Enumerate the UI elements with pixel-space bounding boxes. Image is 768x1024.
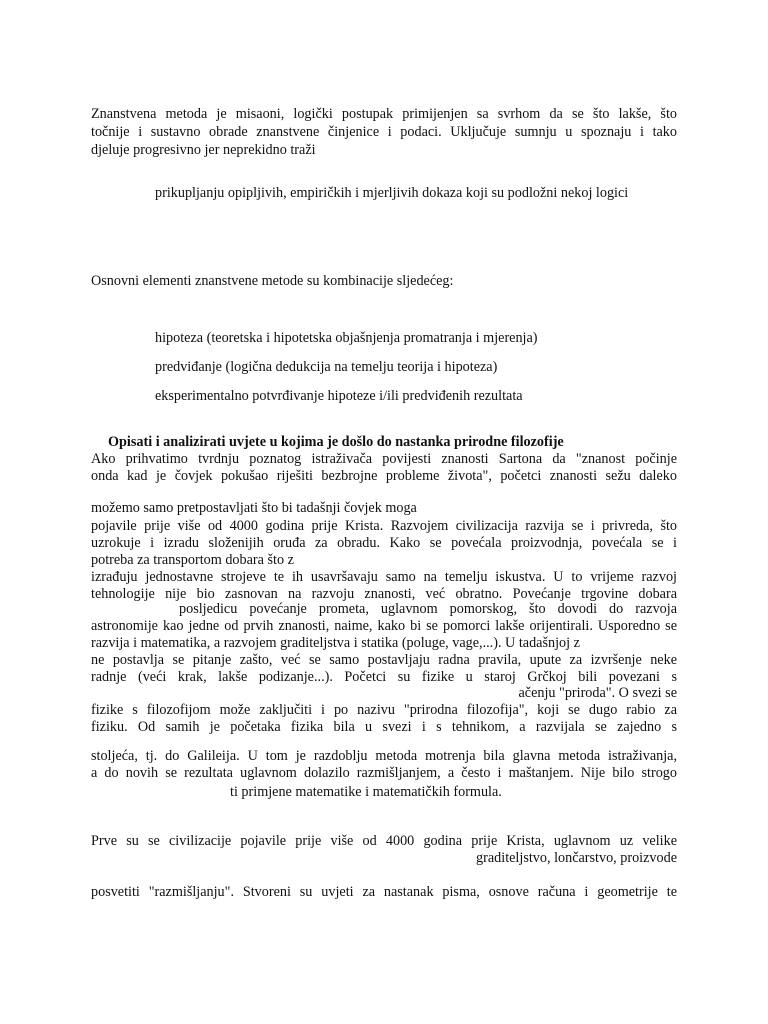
paragraph-line: djeluje progresivno jer neprekidno traži [91,142,316,158]
paragraph-line: radnje (veći krak, lakše podizanje...). Početci su fizike u staroj Grčkoj bili povezani s [91,669,677,685]
paragraph-line: razvija i matematika, a razvojem graditeljstva i statika (poluge, vage,...). U tadašnjoj z [91,635,580,651]
paragraph-line: izrađuju jednostavne strojeve te ih usavršavaju samo na temelju iskustva. U to vrijeme razvoj [91,569,677,585]
paragraph-line: Ako prihvatimo tvrdnju poznatog istraživača povijesti znanosti Sartona da "znanost počinje [91,451,677,467]
paragraph-line: a do novih se rezultata uglavnom dolazilo razmišljanjem, a često i maštanjem. Nije bilo strogo [91,765,677,781]
paragraph-line: tehnologije nije bio zasnovan na razvoju znanosti, već obratno. Povećanje trgovine dobara [91,586,677,602]
paragraph-line: uzrokuje i izradu složenijih oruđa za obradu. Kako se povećala proizvodnja, povećala se i [91,535,677,551]
paragraph-line: točnije i sustavno obrade znanstvene činjenice i podaci. Uključuje sumnju u spoznaju i tako [91,124,677,140]
paragraph-line: možemo samo pretpostavljati što bi tadašnji čovjek moga [91,500,417,516]
section-heading: Opisati i analizirati uvjete u kojima je došlo do nastanka prirodne filozofije [108,434,564,450]
paragraph-line: pojavile prije više od 4000 godina prije Krista. Razvojem civilizacija razvija se i privreda, što [91,518,677,534]
paragraph-line: Znanstvena metoda je misaoni, logički postupak primijenjen sa svrhom da se što lakše, što [91,106,677,122]
indented-line: prikupljanju opipljivih, empiričkih i mjerljivih dokaza koji su podložni nekoj logici [155,185,629,201]
list-item: predviđanje (logična dedukcija na temelju teorija i hipoteza) [155,359,498,375]
paragraph-line: onda kad je čovjek pokušao riješiti bezbrojne probleme života", početci znanosti sežu daleko [91,468,677,484]
paragraph-line: potreba za transportom dobara što z [91,552,294,568]
paragraph-line: ti primjene matematike i matematičkih formula. [230,784,502,800]
paragraph-line: ne postavlja se pitanje zašto, već se samo postavljaju radna pravila, upute za izvršenje neke [91,652,677,668]
paragraph-line: stoljeća, tj. do Galileija. U tom je razdoblju metoda motrenja bila glavna metoda istraživanja, [91,748,677,764]
list-item: hipoteza (teoretska i hipotetska objašnjenja promatranja i mjerenja) [155,330,538,346]
paragraph-line: posvetiti "razmišljanju". Stvoreni su uvjeti za nastanak pisma, osnove računa i geometrije te [91,884,677,900]
paragraph-line: graditeljstvo, lončarstvo, proizvode [476,850,677,866]
elements-intro: Osnovni elementi znanstvene metode su kombinacije sljedećeg: [91,273,454,289]
paragraph-line: fiziku. Od samih je početaka fizika bila u svezi i s tehnikom, a razvijala se zajedno s [91,719,677,735]
paragraph-line: fizike s filozofijom može zaključiti i po nazivu "prirodna filozofija", koji se dugo rabio za [91,702,677,718]
paragraph-line: posljedicu povećanje prometa, uglavnom pomorskog, što dovodi do razvoja [179,601,677,617]
paragraph-line: Prve su se civilizacije pojavile prije više od 4000 godina prije Krista, uglavnom uz velike [91,833,677,849]
paragraph-line: astronomije kao jedne od prvih znanosti, naime, kako bi se pomorci lakše orijentirali. Usporedno se [91,618,677,634]
paragraph-line: ačenju "priroda". O svezi se [518,685,677,701]
list-item: eksperimentalno potvrđivanje hipoteze i/ili predviđenih rezultata [155,388,523,404]
